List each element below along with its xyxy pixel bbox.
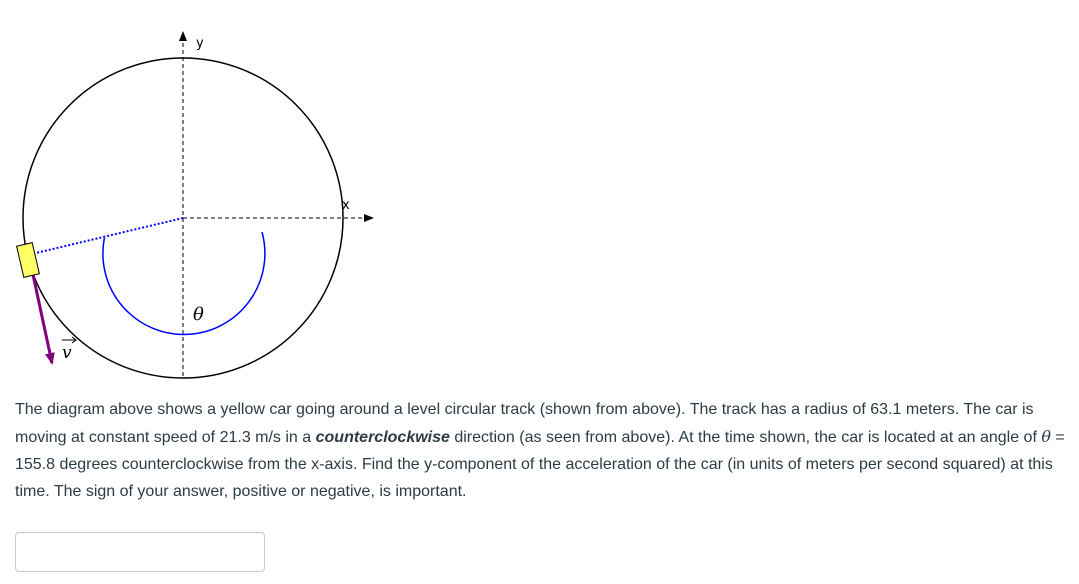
svg-text:v: v	[62, 343, 72, 363]
answer-input[interactable]	[15, 532, 265, 572]
question-text	[15, 396, 1065, 505]
radius-line	[36, 218, 183, 253]
velocity-vector	[32, 270, 52, 363]
yellow-car	[17, 243, 40, 278]
direction-emphasis: counterclockwise	[315, 429, 450, 446]
question-part3: = 155.8 degrees counterclockwise from the x-axis. Find the y-component of the acceleration of the car (in units of meters per second squared) at this time. The sign of your answer, positive or negative, is important.	[15, 429, 1065, 500]
velocity-vector-label	[62, 337, 76, 363]
question-part2: direction (as seen from above). At the time shown, the car is located at an angle of	[449, 429, 1042, 446]
angle-theta-label: θ	[193, 304, 204, 325]
theta-symbol: θ	[1041, 427, 1051, 446]
angle-arc	[103, 232, 265, 334]
x-axis-label: x	[342, 198, 350, 213]
y-axis-label: y	[196, 36, 204, 51]
circular-track-diagram	[0, 0, 400, 380]
question-part1: The diagram above shows a yellow car going around a level circular track (shown from above). The track has a radius of 63.1 meters. The car is moving at constant speed of 21.3 m/s in a	[15, 401, 1034, 446]
